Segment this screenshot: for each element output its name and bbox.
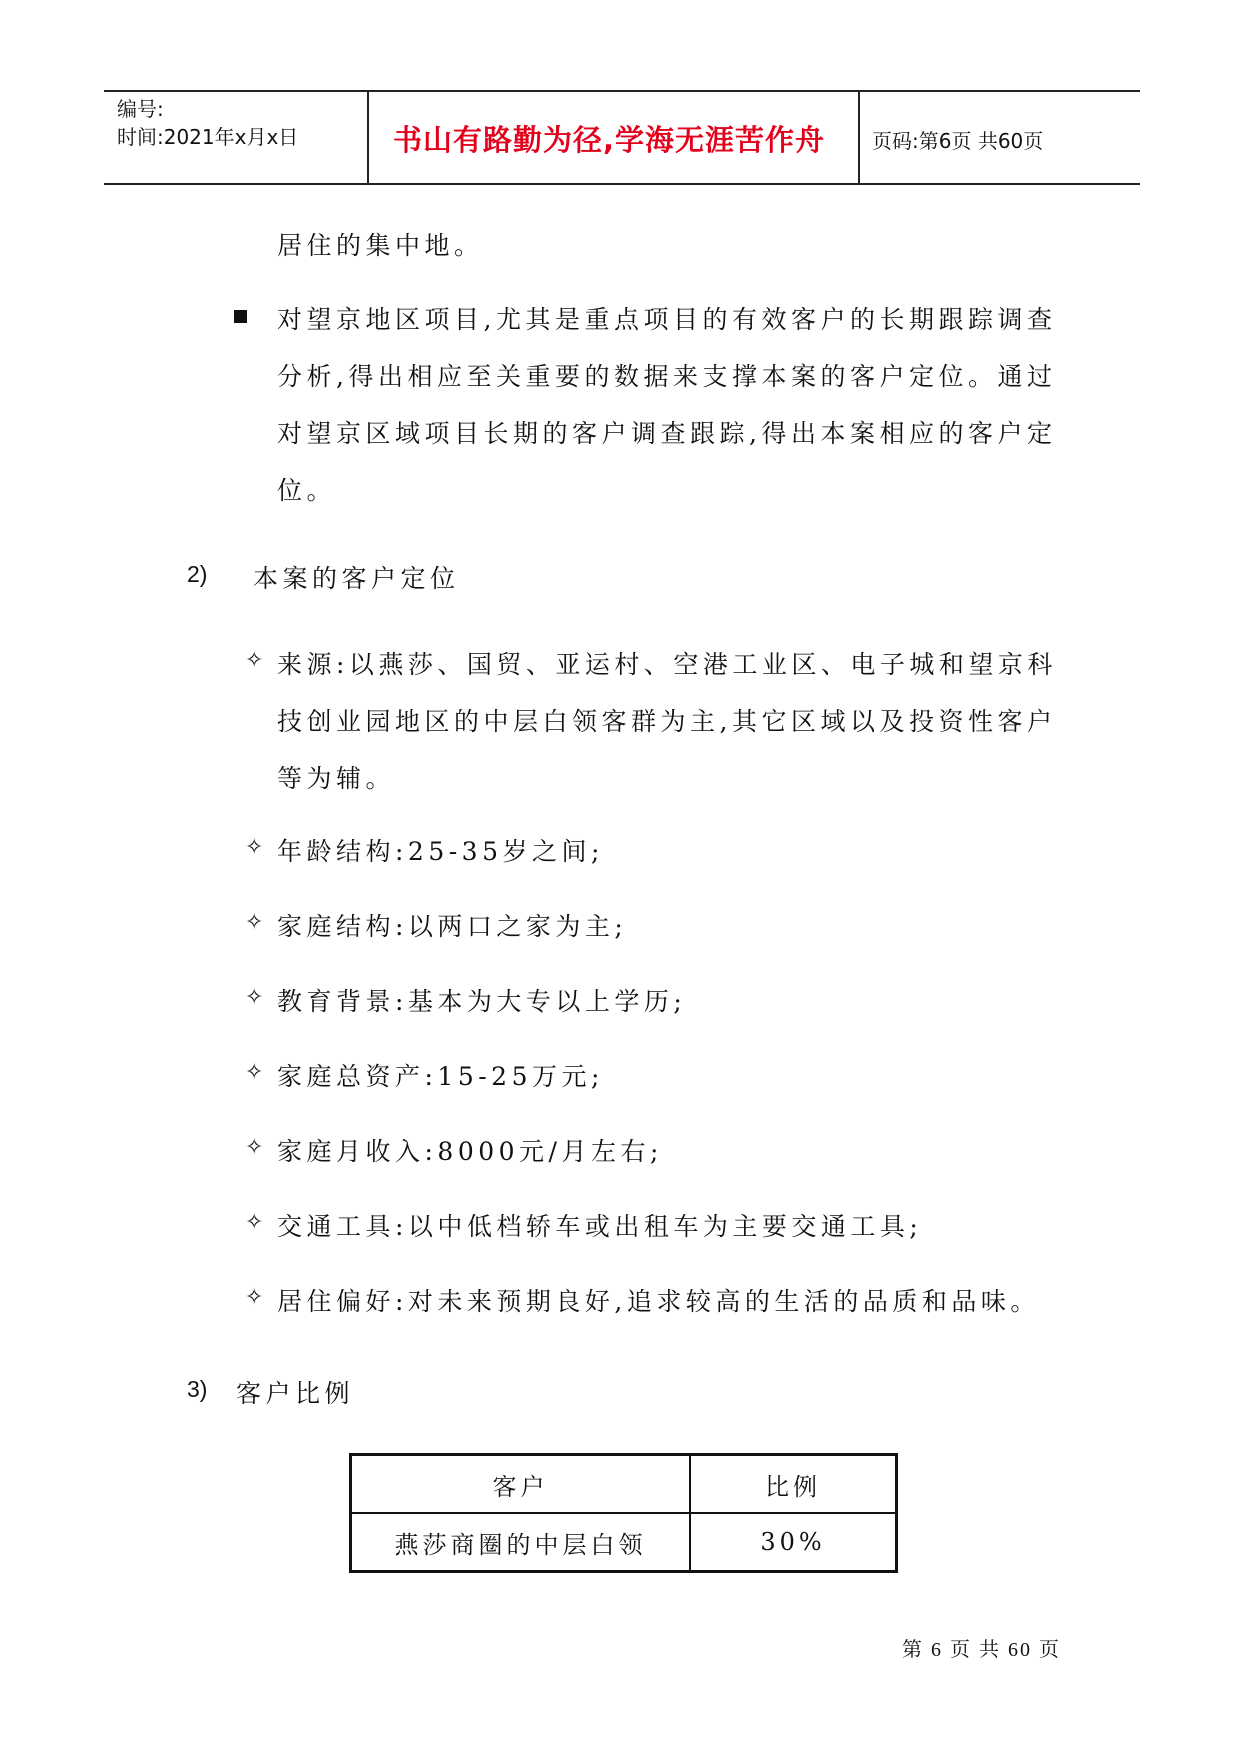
diamond-bullet-icon: ✧ bbox=[245, 1285, 264, 1310]
continued-line: 居住的集中地。 bbox=[277, 231, 484, 260]
source-line-3: 等为辅。 bbox=[277, 764, 396, 793]
header-top-rule bbox=[104, 90, 1140, 92]
header-page-label: 页码:第6页 共60页 bbox=[872, 129, 1044, 153]
document-time-label: 时间:2021年x月x日 bbox=[117, 125, 299, 149]
item-education: 教育背景:基本为大专以上学历; bbox=[277, 987, 687, 1016]
source-line-1: 来源:以燕莎、国贸、亚运村、空港工业区、电子城和望京科 bbox=[277, 650, 1057, 679]
bullet1-line-1: 对望京地区项目,尤其是重点项目的有效客户的长期跟踪调查 bbox=[277, 305, 1057, 334]
diamond-bullet-icon: ✧ bbox=[245, 1135, 264, 1160]
diamond-bullet-icon: ✧ bbox=[245, 648, 264, 673]
diamond-bullet-icon: ✧ bbox=[245, 1060, 264, 1085]
customer-ratio-table bbox=[349, 1453, 898, 1573]
diamond-bullet-icon: ✧ bbox=[245, 985, 264, 1010]
square-bullet-icon bbox=[234, 310, 247, 323]
table-row bbox=[351, 1513, 897, 1572]
section2-title: 本案的客户定位 bbox=[253, 564, 460, 593]
table-cell-customer: 燕莎商圈的中层白领 bbox=[351, 1513, 691, 1572]
item-family-structure: 家庭结构:以两口之家为主; bbox=[277, 912, 628, 941]
table-header-customer: 客户 bbox=[351, 1455, 691, 1514]
bullet1-line-4: 位。 bbox=[277, 476, 337, 505]
diamond-bullet-icon: ✧ bbox=[245, 1210, 264, 1235]
header-motto: 书山有路勤为径,学海无涯苦作舟 bbox=[393, 123, 826, 157]
bullet1-line-2: 分析,得出相应至关重要的数据来支撑本案的客户定位。通过 bbox=[277, 362, 1057, 391]
item-age-structure: 年龄结构:25-35岁之间; bbox=[277, 837, 604, 866]
page-footer: 第 6 页 共 60 页 bbox=[902, 1639, 1061, 1661]
diamond-bullet-icon: ✧ bbox=[245, 835, 264, 860]
header-divider-right bbox=[858, 90, 860, 184]
item-living-preference: 居住偏好:对未来预期良好,追求较高的生活的品质和品味。 bbox=[277, 1287, 1040, 1316]
item-total-assets: 家庭总资产:15-25万元; bbox=[277, 1062, 604, 1091]
source-line-2: 技创业园地区的中层白领客群为主,其它区域以及投资性客户 bbox=[277, 707, 1057, 736]
table-header-row bbox=[351, 1455, 897, 1514]
document-number-label: 编号: bbox=[117, 97, 164, 121]
section2-number: 2) bbox=[187, 561, 208, 587]
table-header-ratio: 比例 bbox=[690, 1455, 897, 1514]
section3-number: 3) bbox=[187, 1376, 208, 1402]
section3-title: 客户比例 bbox=[236, 1379, 355, 1408]
item-transport: 交通工具:以中低档轿车或出租车为主要交通工具; bbox=[277, 1212, 923, 1241]
diamond-bullet-icon: ✧ bbox=[245, 910, 264, 935]
bullet1-line-3: 对望京区域项目长期的客户调查跟踪,得出本案相应的客户定 bbox=[277, 419, 1057, 448]
item-monthly-income: 家庭月收入:8000元/月左右; bbox=[277, 1137, 663, 1166]
header-bottom-rule bbox=[104, 183, 1140, 185]
header-divider-left bbox=[367, 90, 369, 184]
table-cell-ratio: 30% bbox=[690, 1513, 897, 1572]
